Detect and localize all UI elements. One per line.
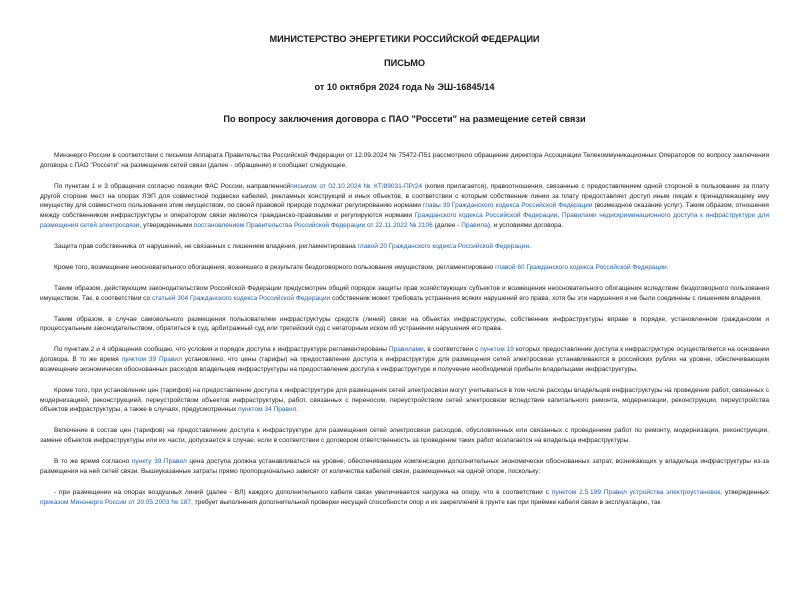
civil-code-chapter-60-link[interactable]: главой 60 Гражданского кодекса Российской Федерации <box>495 263 667 271</box>
electrical-rules-point-link[interactable]: пунктом 2.5.199 Правил устройства электроустановок <box>551 489 721 497</box>
civil-code-chapter-20-link[interactable]: главой 20 Гражданского кодекса Российской Федерации <box>357 242 530 250</box>
paragraph-text: которых предоставление доступа к инфраструктуре осуществляется на основании договора. В то же время <box>40 346 769 364</box>
rules-point-19-link[interactable]: пунктом 19 <box>480 346 514 354</box>
paragraph-text: установлено, что цены (тарифы) на предоставление доступа к инфраструктуре для размещения сетей электросвязи устанавливаются в российских рублях на уровне, обеспечивающем возмещение экономически обоснованных расходов владельцев инфраструктуры на предоставление доступа к инфраструктуре и получение необходимой прибыли владельцами инфраструктуры. <box>40 356 769 373</box>
paragraph-text: По пунктам 2 и 4 обращения сообщаю, что условия и порядок доступа к инфраструктуре регламентированы <box>54 346 389 354</box>
paragraph-text: ), и условиями договора. <box>487 221 564 229</box>
paragraph-text: Включение в состав цен (тарифов) на предоставление доступа к инфраструктуре для размещения сетей электросвязи расходов, обусловленных или связанных с проведением работ по ремонту, модернизации, реконструкции, замене объектов инфраструктуры или их части, допускается в случае, если в соответствии с договором ответственность за проведение таких работ возлагается на владельца инфраструктуры. <box>40 427 769 445</box>
paragraph-10 <box>40 457 769 476</box>
paragraph-text: - при размещении на опорах воздушных линий (далее - ВЛ) каждого дополнительного кабеля связи увеличивается нагрузка на опору, что в соответствии с <box>54 489 552 497</box>
paragraph-text: , утвержденными <box>139 221 194 229</box>
paragraph-text: . <box>296 406 299 414</box>
paragraph-5 <box>40 284 769 303</box>
paragraph-text: , утвержденных <box>720 489 769 497</box>
document-subject: По вопросу заключения договора с ПАО "Россети" на размещение сетей связи <box>223 114 586 124</box>
paragraph-text: собственник может требовать устранения всяких нарушений его права, хотя бы эти нарушения и не были соединены с лишением владения. <box>330 294 762 302</box>
paragraph-text: Минэнерго России в соответствии с письмом Аппарата Правительства Российской Федерации от 12.09.2024 № 75472-П51 рассмотрело обращение директора Ассоциации Телекоммуникационных Операторов по вопросу заключения договора с ПАО "Россети" на размещение сетей связи (далее - обращение) и сообщает следующее. <box>40 152 769 169</box>
paragraph-2 <box>40 182 769 231</box>
paragraph-text: (копия прилагается), правоотношения, связанные с предоставлением одной стороной в пользование за плату другой стороне мест на опорах ЛЭП для совместной подвески кабелей, рекламных конструкций и иных объектов, в соответствии с которым собственник линии за плату предоставляет доступ иным лицам к принадлежащему ему имуществу для совместного пользования этим имуществом, по своей правовой природе подлежат регулированию нормами <box>40 182 769 210</box>
paragraph-11 <box>40 488 769 507</box>
paragraph-text: (далее - <box>432 221 462 229</box>
paragraph-text: (возмездное оказание услуг). Таким образом, отношения между собственником инфраструктуры и оператором связи являются гражданско-правовыми и регулируются нормами <box>40 202 769 219</box>
paragraph-8 <box>40 386 769 415</box>
rules-point-39-link[interactable]: пунктом 39 Правил <box>121 356 182 364</box>
civil-code-link[interactable]: Гражданского кодекса Российской Федерации <box>414 211 558 219</box>
civil-code-article-304-link[interactable]: статьей 304 Гражданского кодекса Российской Федерации <box>152 294 331 302</box>
paragraph-text: . <box>666 263 669 271</box>
document-body <box>40 151 769 507</box>
paragraph-text: В то же время согласно <box>54 458 132 466</box>
paragraph-text: Защита прав собственника от нарушений, не связанных с лишением владения, регламентирована <box>54 242 358 250</box>
access-rules-link[interactable]: Правилами недискриминационного доступа к инфраструктуре для размещения сетей электросвязи <box>40 211 769 229</box>
rules-link[interactable]: Правилами <box>388 346 424 354</box>
paragraph-text: цена доступа должна устанавливаться на уровне, обеспечивающем компенсацию дополнительных экономически обоснованных затрат, возникающих у владельца инфраструктуры из-за размещения на ней сетей связи. Вышеуказанные затраты прямо пропорционально зависят от количества кабелей связи, размещенных на одной опоре, поскольку: <box>40 458 769 475</box>
paragraph-9 <box>40 426 769 445</box>
paragraph-text: , требует выполнения дополнительной проверки несущей способности опор и их закреплений в грунте как при приёмке кабеля связи в эксплуатацию, так <box>191 498 661 506</box>
paragraph-text: Кроме того, при установлении цен (тарифов) на предоставление доступа к инфраструктуре для размещения сетей электросвязи могут учитываться в том числе расходы владельцев инфраструктуры на проведение работ, связанных с модернизацией, реконструкцией, переустройством объектов инфраструктуры, работ, связанных с переносом, переустройством сетей электросвязи вследствие капитального ремонта, модернизации, реконструкции, переустройства объектов инфраструктуры, а также в случаях, предусмотренных <box>40 386 769 414</box>
paragraph-6 <box>40 315 769 334</box>
paragraph-1 <box>40 151 769 170</box>
paragraph-text: Таким образом, в случае самовольного размещения пользователем инфраструктуры средств (линий) связи на объектах инфраструктуры, собственник инфраструктуры вправе в порядке, установленном гражданским и процессуальным законодательством, обратиться в суд, арбитражный суд или третейский суд с негаторным иском об устранении нарушения его права. <box>40 315 769 333</box>
paragraph-text: По пунктам 1 и 3 обращения согласно позиции ФАС России, направленной <box>54 182 291 190</box>
paragraph-text: , <box>557 211 562 219</box>
paragraph-4 <box>40 263 769 273</box>
paragraph-text: Таким образом, действующим законодательством Российской Федерации предусмотрен общий порядок защиты прав хозяйствующих субъектов и возмещения неосновательного обогащения вследствие бездоговорного пользования имуществом. Так, в соответствии со <box>40 284 769 302</box>
paragraph-text: . <box>529 242 531 250</box>
paragraph-7 <box>40 345 769 374</box>
civil-code-chapter-39-link[interactable]: главы 39 Гражданского кодекса Российской Федерации <box>422 202 593 210</box>
government-decree-link[interactable]: постановлением Правительства Российской Федерации от 22.11.2022 № 2106 <box>193 221 433 229</box>
rules-point-34-link[interactable]: пунктом 34 Правил <box>238 406 297 414</box>
document-page <box>0 34 807 605</box>
rules-point-39-link[interactable]: пункту 39 Правил <box>131 458 187 466</box>
paragraph-text: Кроме того, возмещение неосновательного обогащения, возникшего в результате бездоговорного пользования имуществом, регламентировано <box>54 263 496 271</box>
ministry-order-link[interactable]: приказом Минэнерго России от 20.05.2003 № 187 <box>40 498 192 506</box>
paragraph-text: , в соответствии с <box>423 346 481 354</box>
paragraph-3 <box>40 242 769 252</box>
rules-link[interactable]: Правила <box>461 221 488 229</box>
ministry-title: МИНИСТЕРСТВО ЭНЕРГЕТИКИ РОССИЙСКОЙ ФЕДЕРАЦИИ <box>269 34 540 44</box>
document-type: ПИСЬМО <box>383 58 426 68</box>
fas-letter-link[interactable]: письмом от 02.10.2024 № КТ/89031-ПР/24 <box>290 182 423 190</box>
document-date-number: от 10 октября 2024 года № ЭШ-16845/14 <box>314 82 495 92</box>
